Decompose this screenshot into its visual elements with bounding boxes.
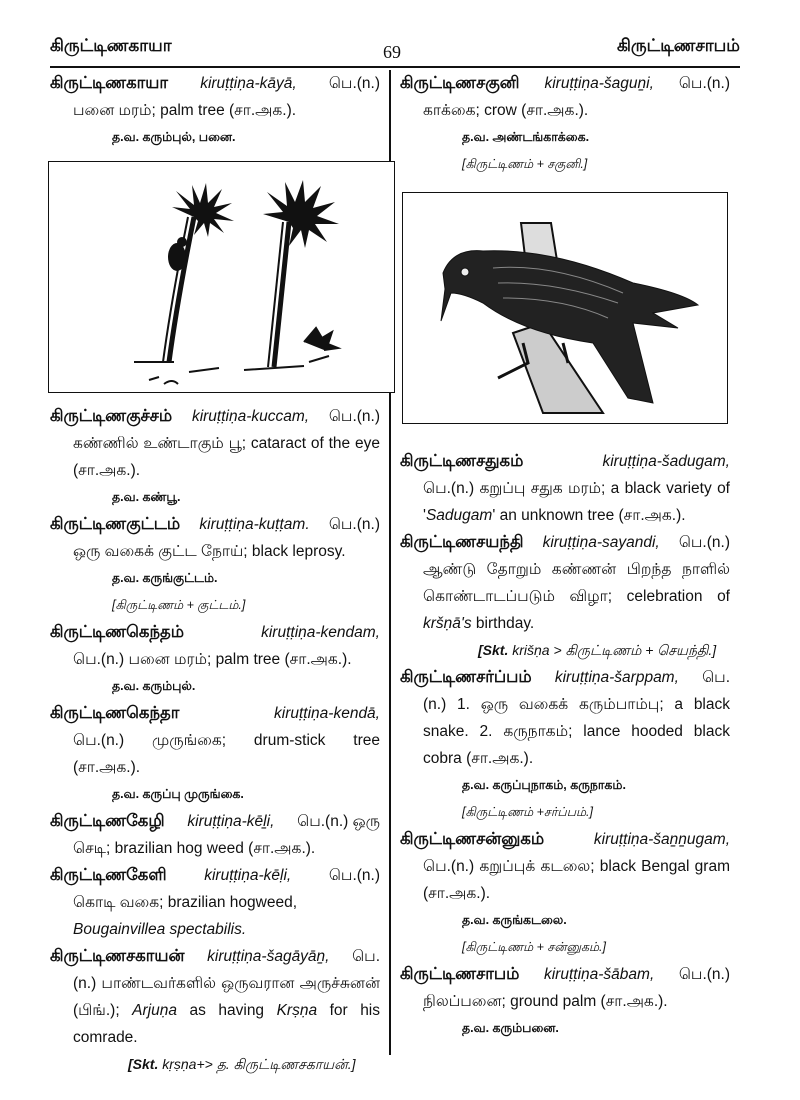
part-of-speech: பெ.(n.) (678, 75, 730, 92)
transliteration: kiruṭṭiṇa-kuccam, (191, 408, 310, 425)
dictionary-entry (400, 448, 730, 529)
transliteration: kiruṭṭiṇa-kendā, (274, 705, 380, 722)
scientific-name: Bougainvillea spectabilis. (73, 921, 247, 938)
definition-italic: Sadugam (425, 507, 493, 524)
page-number: 69 (383, 42, 401, 62)
transliteration: kiruṭṭiṇa-šaṉṉugam, (593, 831, 730, 848)
etymology-label: [Skt. (128, 1056, 159, 1072)
definition: கண்ணில் உண்டாகும் பூ; cataract of the eye (சா.அக.). (73, 435, 380, 479)
dictionary-entry (400, 529, 730, 664)
running-head (50, 34, 740, 62)
synonym: த.வ. கருப்பு முருங்கை. (112, 787, 244, 801)
dictionary-entry (50, 619, 380, 700)
headword: கிருட்டிணகாயா (50, 74, 169, 92)
synonym: த.வ. கருங்கடலை. (462, 913, 567, 927)
definition-text: as having (176, 1002, 277, 1019)
left-column (50, 70, 380, 1078)
synonym: த.வ. கருங்குட்டம். (112, 571, 218, 585)
running-head-right: கிருட்டிணசாபம் (616, 36, 740, 55)
dictionary-entry (50, 862, 380, 943)
dictionary-entry (50, 511, 380, 619)
headword: கிருட்டிணகேழி (50, 812, 165, 830)
definition-italic: Arjuṇa (132, 1002, 177, 1019)
definition-italic: kršṇā's (423, 615, 472, 632)
dictionary-entry (400, 70, 730, 178)
part-of-speech: பெ.(n.) (328, 516, 380, 533)
headword: கிருட்டிணசயந்தி (400, 533, 524, 551)
part-of-speech: பெ.(n.) (678, 966, 730, 983)
part-of-speech: பெ.(n.) ஒரு (297, 813, 380, 830)
dictionary-entry (50, 403, 380, 511)
synonym: த.வ. கருப்புநாகம், கருநாகம். (462, 778, 626, 792)
transliteration: kiruṭṭiṇa-šadugam, (602, 453, 730, 470)
part-of-speech: பெ.(n.) (328, 75, 380, 92)
headword: கிருட்டிணகெந்தம் (50, 623, 185, 641)
headword: கிருட்டிணகேளி (50, 866, 167, 884)
transliteration: kiruṭṭiṇa-šagāyāṉ, (207, 948, 330, 965)
part-of-speech: பெ. (702, 669, 730, 686)
definition-italic: Krṣṇa (276, 1002, 318, 1019)
synonym: த.வ. கண்பூ. (112, 490, 181, 504)
definition (50, 889, 380, 943)
synonym: த.வ. கரும்பனை. (462, 1021, 559, 1035)
etymology: [கிருட்டிணம் +சர்ப்பம்.] (462, 805, 593, 819)
definition (400, 556, 730, 637)
transliteration: kiruṭṭiṇa-kuṭṭam. (199, 516, 310, 533)
header-rule (50, 66, 740, 68)
transliteration: kiruṭṭiṇa-kēḻi, (187, 813, 275, 830)
headword: கிருட்டிணசன்னுகம் (400, 830, 545, 848)
definition: பெ.(n.) பனை மரம்; palm tree (சா.அக.). (73, 651, 352, 668)
definition-text: கொடி வகை; brazilian hogweed, (73, 894, 298, 911)
transliteration: kiruṭṭiṇa-sayandi, (542, 534, 660, 551)
transliteration: kiruṭṭiṇa-kendam, (261, 624, 380, 641)
definition (50, 970, 380, 1051)
headword: கிருட்டிணசகாயன் (50, 947, 185, 965)
dictionary-entry (50, 700, 380, 808)
dictionary-entry (50, 808, 380, 862)
definition-text: birthday. (471, 615, 535, 632)
part-of-speech: பெ.(n.) (328, 867, 380, 884)
etymology-text: krišṇa > கிருட்டிணம் + செயந்தி.] (508, 642, 717, 658)
right-column (400, 70, 730, 1042)
crow-illustration (402, 192, 728, 424)
headword: கிருட்டிணசாபம் (400, 965, 520, 983)
definition-text: ஆண்டு தோறும் கண்ணன் பிறந்த நாளில் கொண்டாடப்படும் விழா; celebration of (423, 561, 730, 605)
definition: பனை மரம்; palm tree (சா.அக.). (73, 102, 297, 119)
synonym: த.வ. அண்டங்காக்கை. (462, 130, 590, 144)
synonym: த.வ. கரும்புல். (112, 679, 196, 693)
definition-text: பெ.(n.) கறுப்பு சதுக மரம்; a black variety of ' (423, 480, 730, 524)
definition: பெ.(n.) கறுப்புக் கடலை; black Bengal gram (சா.அக.). (423, 858, 730, 902)
definition-text: for his comrade. (73, 1002, 381, 1046)
definition-text: ' an unknown tree (சா.அக.). (492, 507, 686, 524)
headword: கிருட்டிணகுச்சம் (50, 407, 173, 425)
definition: செடி; brazilian hog weed (சா.அக.). (73, 840, 316, 857)
headword: கிருட்டிணசகுனி (400, 74, 520, 92)
part-of-speech: பெ.(n.) (328, 408, 380, 425)
dictionary-entry (400, 961, 730, 1042)
dictionary-entry (400, 826, 730, 961)
dictionary-entry (50, 943, 380, 1078)
definition: (n.) 1. ஒரு வகைக் கரும்பாம்பு; a black snake. 2. கருநாகம்; lance hooded black cobra (சா.அக.). (423, 696, 730, 767)
definition: பெ.(n.) முருங்கை; drum-stick tree (சா.அக.). (73, 732, 380, 776)
dictionary-entry (50, 70, 380, 151)
definition (400, 475, 730, 529)
headword: கிருட்டிணசதுகம் (400, 452, 524, 470)
palm-trees-illustration (48, 161, 395, 393)
transliteration: kiruṭṭiṇa-šaguṉi, (544, 75, 654, 92)
synonym: த.வ. கரும்புல், பனை. (112, 130, 236, 144)
etymology (400, 637, 730, 664)
transliteration: kiruṭṭiṇa-kēḷi, (204, 867, 292, 884)
transliteration: kiruṭṭiṇa-šābam, (543, 966, 655, 983)
running-head-left: கிருட்டிணகாயா (50, 36, 172, 55)
etymology-label: [Skt. (478, 642, 509, 658)
transliteration: kiruṭṭiṇa-kāyā, (200, 75, 297, 92)
headword: கிருட்டிணகுட்டம் (50, 515, 181, 533)
definition: நிலப்பனை; ground palm (சா.அக.). (423, 993, 668, 1010)
crow-drawing (403, 193, 727, 423)
etymology: [கிருட்டிணம் + சன்னுகம்.] (462, 940, 606, 954)
etymology: [கிருட்டிணம் + சகுனி.] (462, 157, 588, 171)
part-of-speech: பெ. (352, 948, 380, 965)
part-of-speech: பெ.(n.) (678, 534, 730, 551)
headword: கிருட்டிணகெந்தா (50, 704, 180, 722)
definition: ஒரு வகைக் குட்ட நோய்; black leprosy. (73, 543, 346, 560)
transliteration: kiruṭṭiṇa-šarppam, (554, 669, 679, 686)
etymology-text: kṛṣṇa+> த. கிருட்டிணசகாயன்.] (158, 1056, 356, 1072)
dictionary-entry (400, 664, 730, 826)
etymology (50, 1051, 380, 1078)
etymology: [கிருட்டிணம் + குட்டம்.] (112, 598, 246, 612)
definition-text: (n.) பாண்டவர்களில் ஒருவரான அருச்சுனன் (பிங்.); (73, 975, 380, 1019)
palm-trees-drawing (49, 162, 394, 392)
headword: கிருட்டிணசர்ப்பம் (400, 668, 532, 686)
definition: காக்கை; crow (சா.அக.). (423, 102, 589, 119)
